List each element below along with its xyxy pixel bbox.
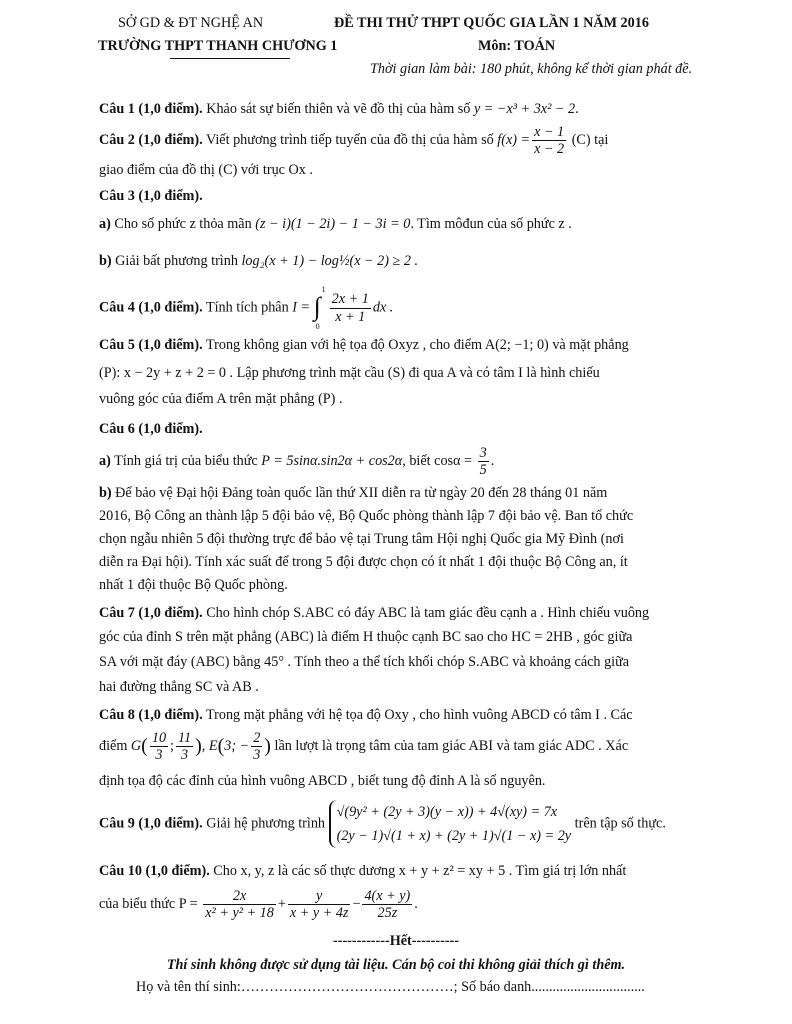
q3a-formula: (z − i)(1 − 2i) − 1 − 3i = 0 [255,216,411,232]
q4-text: Tính tích phân [205,299,289,316]
q7-label: Câu 7 (1,0 điểm). [99,605,203,621]
header-time: Thời gian làm bài: 180 phút, không kể thời gian phát đề. [370,61,693,77]
q8-label: Câu 8 (1,0 điểm). [99,707,203,723]
q9-label: Câu 9 (1,0 điểm). [99,815,203,832]
q8-g2n: 11 [177,730,192,746]
q4-fraction [330,291,371,325]
q6b-line2: 2016, Bộ Công an thành lập 5 đội bảo vệ, Bộ Quốc phòng thành lập 7 đội bảo vệ. Ban tổ chức [99,508,634,524]
q10-f1n: 2x [232,888,247,904]
q6b-line4: diễn ra Đại hội). Tính xác suất để trong 5 đội được chọn có ít nhất 1 đội thuộc Bộ Công an, ít [99,554,628,570]
q8-pre: điểm [99,738,128,755]
q4-label: Câu 4 (1,0 điểm). [99,299,203,316]
q3a-label: a) [99,216,111,232]
footer-candidate: Họ và tên thí sinh:………………………………………; Số báo danh................................ [136,979,645,995]
q3a-text: Cho số phức z thỏa mãn [114,216,252,232]
q10-f3 [362,888,412,922]
q8-line3: định tọa độ các đỉnh của hình vuông ABCD , biết tung độ đỉnh A là số nguyên. [99,773,546,789]
q6-part-a: a) Tính giá trị của biểu thức P = 5sinα.sin2α + cos2α, biết cosα = $\frac{3}{5}$ . [99,445,495,479]
question-7 [99,604,703,624]
q8-g1d: 3 [150,746,168,763]
q8-g2d: 3 [176,746,193,763]
q5-line2: (P): x − 2y + z + 2 = 0 . Lập phương trình mặt cầu (S) đi qua A và có tâm I là hình chiếu [99,365,600,381]
q10-f2 [288,888,351,922]
q7-line1: Cho hình chóp S.ABC có đáy ABC là tam giác đều cạnh a . Hình chiếu vuông [206,605,650,621]
q3-part-a [99,215,703,235]
q10-f3d: 25z [362,904,412,921]
q10-line1: Cho x, y, z là các số thực dương x + y + z² = xy + 5 . Tìm giá trị lớn nhất [213,863,627,879]
q10-f3n: 4(x + y) [364,888,411,904]
q6b-line5: nhất 1 đội thuộc Bộ Quốc phòng. [99,577,288,593]
header-exam-title: ĐỀ THI THỬ THPT QUỐC GIA LẦN 1 NĂM 2016 [334,15,649,31]
q10-pre: của biểu thức P = [99,896,198,913]
q9-eq2: (2y − 1)√(1 + x) + (2y + 1)√(1 − x) = 2y [336,828,572,845]
q5-label: Câu 5 (1,0 điểm). [99,337,203,353]
question-10 [99,862,703,882]
q8-E: , E [201,738,218,755]
q6a-formula: P = 5sinα.sin2α + cos2α [261,453,403,470]
q10-f2d: x + y + 4z [289,905,349,922]
q2-num: x − 1 [534,124,565,140]
q8-mid: lần lượt là trọng tâm của tam giác ABI và tam giác ADC . Xác [274,738,629,755]
q6a-num: 3 [479,445,487,461]
q2-den: x − 2 [534,141,565,158]
q8-G: G [130,738,142,755]
question-1: Câu 1 (1,0 điểm). Khảo sát sự biến thiên và vẽ đồ thị của hàm số y = −x³ + 3x² − 2. [99,101,579,117]
q1-label: Câu 1 (1,0 điểm). [99,101,203,117]
q4-lower: 0 [315,321,320,331]
q3-label: Câu 3 (1,0 điểm). [99,188,203,204]
q6-part-b [99,484,703,504]
q6a-label: a) [99,453,111,470]
q4-upper: 1 [321,285,326,294]
q5-line3: vuông góc của điểm A trên mặt phẳng (P) . [99,391,343,407]
q8-e2 [251,730,262,764]
q4-num: 2x + 1 [331,291,369,308]
header-dept: SỞ GD & ĐT NGHỆ AN [118,15,264,31]
q9-tail: trên tập số thực. [574,815,666,832]
q8-line2: điểm G( $\frac{10}{3}$ ; $\frac{11}{3}$ ), E(3; − $\frac{2}{3}$ ) lần lượt là trọng tâm của tam giác ABI và tam giác ADC . Xác [99,730,629,764]
q7-line2: góc của đỉnh S trên mặt phẳng (ABC) là điểm H thuộc cạnh BC sao cho HC = 2HB , góc giữa [99,629,633,645]
q6-label: Câu 6 (1,0 điểm). [99,421,203,437]
q7-line4: hai đường thẳng SC và AB . [99,679,259,695]
q8-e2d: 3 [253,747,261,764]
header-underline [170,58,290,59]
q8-e1: 3; − [224,738,250,755]
q3b-formula: log₂(x + 1) − log½(x − 2) ≥ 2 . [241,253,419,269]
q2-fraction [532,124,566,158]
q8-g2 [176,730,193,764]
q4-tail: dx . [372,299,394,316]
q7-line3: SA với mặt đáy (ABC) bằng 45° . Tính theo a thể tích khối chóp S.ABC và khoảng cách giữa [99,654,630,670]
q8-line1: Trong mặt phẳng với hệ tọa độ Oxy , cho hình vuông ABCD có tâm I . Các [205,707,633,723]
question-5 [99,336,703,356]
q9-text: Giải hệ phương trình [206,815,326,832]
q4-den: x + 1 [330,308,371,325]
q6b-label: b) [99,485,112,501]
q6a-given: , biết cosα = [402,453,473,470]
integral-sign: ∫ 1 0 [313,285,326,331]
footer-end: ------------Hết---------- [333,933,459,949]
q6a-den: 5 [479,462,487,479]
q2-after: (C) tại [571,132,609,149]
question-4 [99,285,703,331]
q2-fx: f(x) = [497,132,531,149]
q5-line1: Trong không gian với hệ tọa độ Oxyz , cho điểm A(2; −1; 0) và mặt phẳng [205,337,629,353]
question-2 [99,124,703,158]
q8-g1n: 10 [151,730,167,746]
q6b-line1: Để bảo vệ Đại hội Đảng toàn quốc lần thứ XII diễn ra từ ngày 20 đến 28 tháng 01 năm [115,485,608,501]
q3b-text: Giải bất phương trình [115,253,238,269]
header-school: TRƯỜNG THPT THANH CHƯƠNG 1 [98,38,338,54]
question-8 [99,706,703,726]
q9-eq1: √(9y² + (2y + 3)(y − x)) + 4√(xy) = 7x [336,804,558,820]
q6a-text: Tính giá trị của biểu thức [114,453,258,470]
q3b-label: b) [99,253,112,269]
question-9 [99,800,703,848]
q3a-text2: . Tìm môđun của số phức z . [410,216,572,232]
q8-e2n: 2 [253,730,261,746]
q1-formula: y = −x³ + 3x² − 2 [473,101,576,117]
footer-note: Thí sinh không được sử dụng tài liệu. Cán bộ coi thi không giải thích gì thêm. [166,957,626,973]
q10-f2n: y [316,888,323,904]
q9-system [329,800,572,848]
q1-text: Khảo sát sự biến thiên và vẽ đồ thị của hàm số [206,101,471,117]
q10-f1d: x² + y² + 18 [205,905,274,922]
header-subject: Môn: TOÁN [478,38,556,54]
q10-line2: của biểu thức P = $\frac{2x}{\text{x² + y² + 18}}$ + $\frac{y}{x + y + 4z}$ − $\frac{4(x + y)}{25z}$ . [99,888,418,922]
q10-label: Câu 10 (1,0 điểm). [99,863,210,879]
q3-part-b [99,252,703,272]
q4-lhs: I = [292,299,311,316]
q2-line2: giao điểm của đồ thị (C) với trục Ox . [99,162,313,178]
q2-label: Câu 2 (1,0 điểm). [99,132,203,149]
q10-f1 [203,888,276,922]
q6a-fraction [478,445,489,479]
q2-text1: Viết phương trình tiếp tuyến của đồ thị của hàm số [205,132,494,149]
q6b-line3: chọn ngẫu nhiên 5 đội thường trực để bảo vệ tại Trung tâm Hội nghị Quốc gia Mỹ Đình (nơi [99,531,624,547]
q8-g1 [150,730,168,764]
